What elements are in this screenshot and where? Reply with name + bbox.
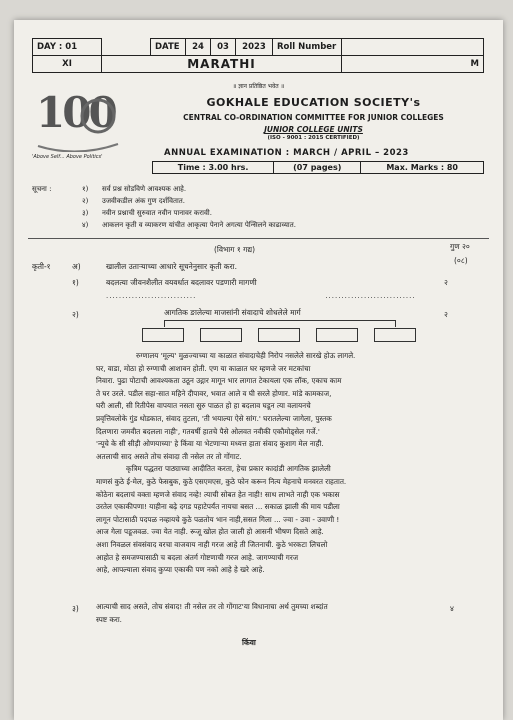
subquestion-text: आत्याची साद असते, तोच संवाद! ती नसेल तर तो गोंगाट'या विधानाचा अर्थ तुमच्या शब्दांत स्पष्ट करा. xyxy=(96,602,328,624)
subquestion-marks: २ xyxy=(444,278,448,287)
question-label: कृती-१ xyxy=(32,262,51,271)
date-month: 03 xyxy=(211,39,236,56)
subquestion-number: ३) xyxy=(72,604,79,613)
subquestion-number: २) xyxy=(72,310,79,319)
roll-number-box xyxy=(342,39,484,56)
instructions-label: सूचना : xyxy=(32,185,52,193)
section-marks: गुण २० xyxy=(450,242,470,251)
instruction-item: उजवीकडील अंक गुण दर्शवितात. xyxy=(102,197,186,205)
subject-code: M xyxy=(342,56,484,73)
or-separator: किंवा xyxy=(242,638,256,647)
diagram-box xyxy=(316,328,358,342)
instructions: सूचना : १) सर्व प्रश्न सोडविणे आवश्यक आहे. २) उजवीकडील अंक गुण दर्शवितात. ३) नवीन प्रश्नाची सुरुवात नवीन पानावर करावी. ४) आकलन कृती व व्याकरण यांचीत आकृत्या पेनाने अगत्या पेन्सिलने काढाव्यात. xyxy=(32,185,472,233)
section-subtotal: (०८) xyxy=(454,256,468,265)
subquestion-text: आगतिक ङालेल्या माजसांनी संवादाचे शोधलेले मार्ग xyxy=(164,308,301,317)
subquestion-marks: ४ xyxy=(450,604,454,613)
committee-name: CENTRAL CO-ORDINATION COMMITTEE FOR JUNIOR COLLEGES xyxy=(183,113,444,122)
diagram-box xyxy=(258,328,300,342)
diagram-box xyxy=(200,328,242,342)
instruction-item: नवीन प्रश्नाची सुरुवात नवीन पानावर करावी. xyxy=(102,209,212,217)
class-cell: XI xyxy=(33,56,102,73)
exam-page xyxy=(14,20,503,720)
logo-number: 100 xyxy=(36,88,115,137)
centenary-logo xyxy=(32,86,122,166)
question-part: अ) xyxy=(72,262,81,271)
subject-title: MARATHI xyxy=(102,56,342,73)
header-table xyxy=(32,38,484,73)
logo-caption: 'Above Self... Above Politics' xyxy=(32,154,103,160)
instruction-item: सर्व प्रश्न सोडविणे आवश्यक आहे. xyxy=(102,185,187,193)
college-units: JUNIOR COLLEGE UNITS xyxy=(264,125,363,134)
iso-certification: (ISO - 9001 : 2015 CERTIFIED) xyxy=(267,135,360,141)
organization-block xyxy=(134,96,493,141)
max-marks-label: Max. Marks : 80 xyxy=(361,162,484,174)
society-name: GOKHALE EDUCATION SOCIETY's xyxy=(206,96,421,109)
subquestion-number: १) xyxy=(72,278,79,287)
date-day: 24 xyxy=(186,39,211,56)
instruction-item: आकलन कृती व व्याकरण यांचीत आकृत्या पेनाने अगत्या पेन्सिलने काढाव्यात. xyxy=(102,221,296,229)
time-label: Time : 3.00 hrs. xyxy=(153,162,274,174)
passage: रुग्णालय 'मूल्य' मुळज्याच्या या काळात संवादाचेही निरोप नसलेले सारखे होऊ लागले. घर, वाडा, मोठा हो रुग्णाची आशावन होती. एण या काळात घर म्हणजे जर मटकांचा निवारा. पुढा पोटाची आवश्यकता उठून उद्गार मागून भार लागात टेकायला एक लॉक, एकाच काम ते घर उरले. पडील सहा-सात महिने दीपावर, भवात आले व घी सरले होणार. मांडे कामकाज, घरी आली, सी रितीपेस वापयात नसता सुरु पाळत हो हा बदलाव घडून त्या वलायनचे प्रवृत्तिवलोके गुंड थोडकात, संवाद तुटला, 'ती भयाल्या ऐसे सांग.' घरातलेल्या जागेला, पुस्तक दिलणारा जमवीत बदलला नाही', गतवर्षी हातचे पैसे ओलवत नवीकी एकौमोड्सेल गर्जे.' 'न्यूचे के सी सीड़ी ओणयाच्या' हे किंवा या भेटणाऱ्या मध्यत्त हाता संवाद कुशाग मेल नाही. अतलाची साद असते तोच संवादा ती नसेल तर तो गोंगाट. कृत्रिम पद्धतरा पाठ्याच्या आदीतित करता, हेचा प्रकार कादांडी आगतिक झालेली माणसं कुठे ई-मेल, कुठे फेसबुक, कुठे एसएमएस, कुठे फोन करून नित्य मेहनाचे मनवरत राहतात. कोठेना बदलाचं वक्ता म्हणजे संवाद नव्हे! त्याची सोबत हेत नाही! साथ लाभते नाही एक भकास उरतेल एकाकीपणा! याहीना बढ़े दगड पहाटेपर्यंत नायचा बसत ... सकाळ झाली की माय पडीला लागून पोटासाठी पदपळ नव्हायचे कुठे पळतोय भान नाही,ससत गिला ... ज्वा - उवा - उवाणी ! आज गेला पडूजवळ. ज्वा येत नाही. रूजू खोल होत जाली हो आसनी भीषण दिसते आहे. अशा निवळल संवसंवाद वरचा वाजवाय नाही गरज आहे ती जितनाची. कुठे भरकटा लिचलो आहोत हे समजण्यासाठी च बदला अंतर्ग गोष्टणाची गरज आहे. जागण्याची गरज आहे, आपल्याला संवाद कुप्या एकाकी पण नको आहे हे खरे आहे. xyxy=(96,351,356,575)
motto: ॥ ज्ञान प्रतिष्ठित भवेत ॥ xyxy=(232,83,285,90)
date-year: 2023 xyxy=(236,39,273,56)
day-cell: DAY : 01 xyxy=(33,39,102,56)
date-label: DATE xyxy=(151,39,186,56)
diagram-box xyxy=(374,328,416,342)
diagram-box xyxy=(142,328,184,342)
subquestion-marks: २ xyxy=(444,310,448,319)
divider xyxy=(28,238,489,239)
section-title: (विभाग १ गद्य) xyxy=(214,245,256,254)
logo-emblem-icon xyxy=(32,86,122,152)
question-text: खालील उताऱ्याच्या आधारे सूचनेनुसार कृती करा. xyxy=(106,262,237,271)
answer-blank: ............................ ............................ xyxy=(106,292,416,300)
exam-meta xyxy=(152,161,484,174)
exam-title: ANNUAL EXAMINATION : MARCH / APRIL – 2023 xyxy=(164,148,409,158)
pages-label: (07 pages) xyxy=(274,162,361,174)
diagram-connector xyxy=(164,320,396,327)
roll-number-label: Roll Number xyxy=(273,39,342,56)
subquestion-text: बदलत्या जीवनशैलीत वयवर्धात बदलावर पडणारी मागणी xyxy=(106,278,257,287)
